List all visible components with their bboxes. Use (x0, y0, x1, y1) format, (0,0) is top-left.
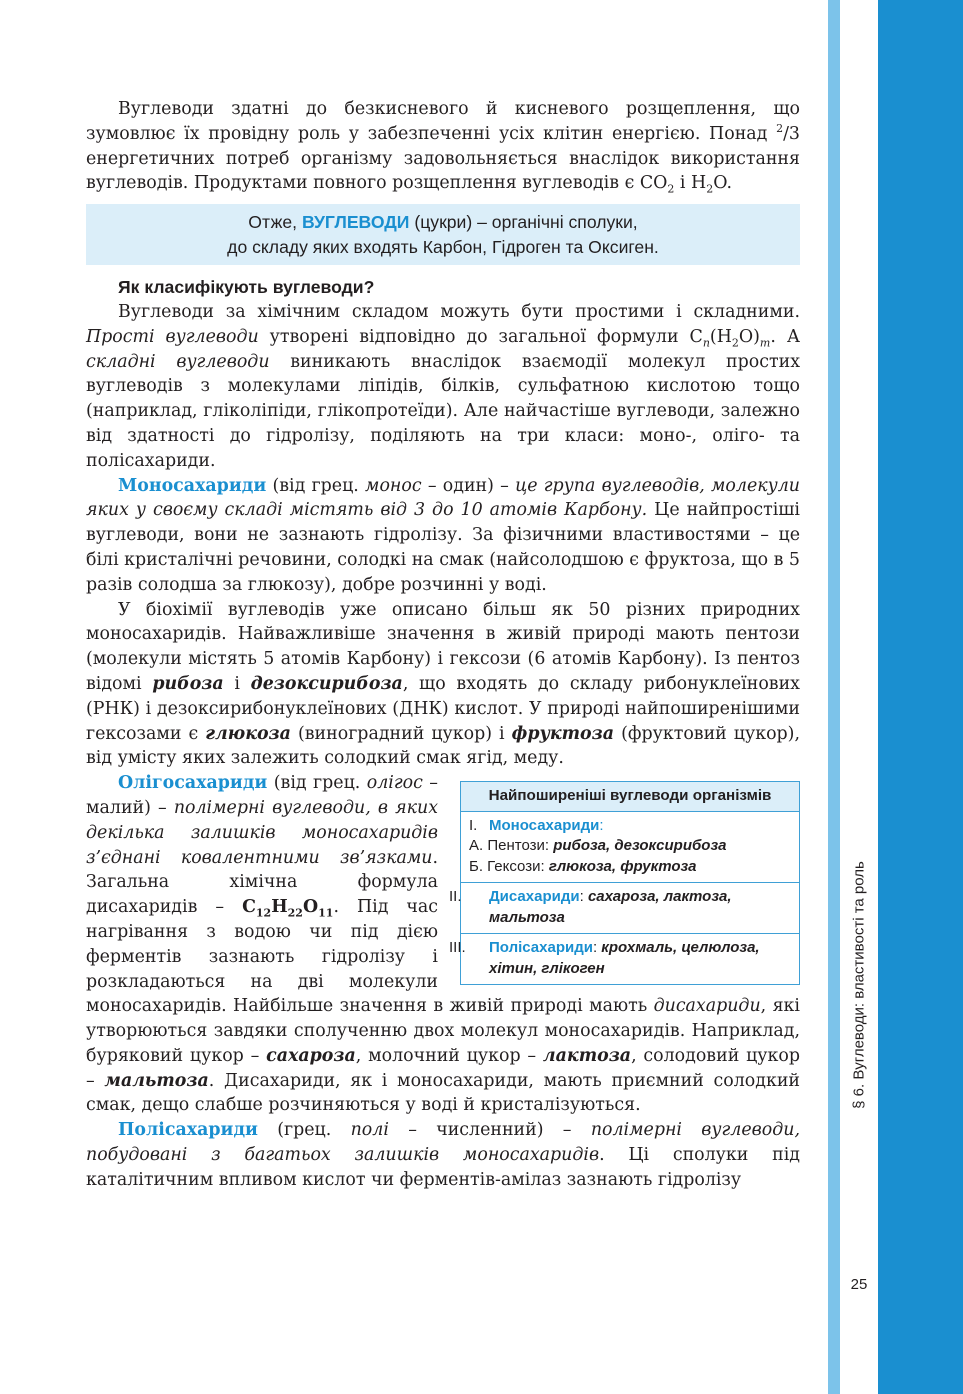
term-monosaccharides: Моносахариди (118, 475, 267, 496)
margin-stripe-white (840, 0, 878, 1394)
table-title: Найпоширеніші вуглеводи організмів (461, 782, 799, 812)
term-oligosaccharides: Олігосахариди (118, 773, 268, 794)
definition-box: Отже, ВУГЛЕВОДИ (цукри) – органічні сполуки, до складу яких входять Карбон, Гідроген та Оксиген. (86, 204, 800, 265)
margin-stripe-dark (878, 0, 963, 1394)
paragraph-monosaccharides: Моносахариди (від грец. монос – один) – це група вуглеводів, молекули яких у своєму складі містять від 3 до 10 атомів Карбону. Це найпростіші вуглеводи, вони не зазнають гідролізу. За фізичними властивостями – це білі кристалічні речовини, солодкі на смак (найсолодшою є фруктоза, що в 5 разів солодша за глюкозу), добре розчинні у воді. (86, 475, 800, 595)
table-row-disaccharides: II. Дисахариди: сахароза, лактоза, мальтоза (461, 883, 799, 934)
table-row-monosaccharides: I. Моносахариди: А. Пентози: рибоза, дезоксирибоза Б. Гексози: глюкоза, фруктоза (461, 812, 799, 884)
section-heading: Як класифікують вуглеводи? (118, 277, 375, 298)
definition-keyword: ВУГЛЕВОДИ (301, 212, 410, 233)
carbohydrates-table (449, 781, 800, 985)
paragraph-oligosaccharides: Олігосахариди (від грец. олігос – малий) – полімерні вуглеводи, в яких декілька залишків моносахаридів з’єднані ковалентними зв’язками. Загальна хімічна формула дисахаридів – $C_{12}H_{22}O_{11}$. Під час нагрівання з водою чи під дією ферментів зазнають гідролізу і розкладаються на дві молекули моносахаридів. Найбільше значення в живій природі мають дисахариди, які утворюються завдяки сполученню двох молекул моносахаридів. Наприклад, буряковий цукор – сахароза, молочний цукор – лактоза, солодовий цукор – мальтоза. Дисахариди, як і моносахариди, мають приємний солодкий смак, дещо слабше розчиняються у воді й кристалізуються. (86, 773, 801, 1116)
paragraph-pentoses-hexoses: У біохімії вуглеводів уже описано більш як 50 різних природних моносахаридів. Найважливіше значення в живій природі мають пентози (молекули містять 5 атомів Карбону) і гексози (6 атомів Карбону). Із пентоз відомі рибоза і дезоксирибоза, що входять до складу рибонуклеїнових (РНК) і дезоксирибонуклеїнових (ДНК) кислот. У природі найпоширенішими гексозами є глюкоза (виноградний цукор) і фруктоза (фруктовий цукор), від умісту яких залежить солодкий смак ягід, меду. (86, 599, 800, 769)
paragraph-energy: Вуглеводи здатні до безкисневого й кисневого розщеплення, що зумовлює їх провідну роль у забезпеченні усіх клітин енергією. Понад $^2$/3 енергетичних потреб організму задовольняється внаслідок використання вуглеводів. Продуктами повного розщеплення вуглеводів є $CO_2$ і $H_2O$. (86, 99, 800, 196)
table-row-polysaccharides: III. Полісахариди: крохмаль, целюлоза, хітин, глікоген (449, 939, 760, 977)
margin-stripe-light (828, 0, 840, 1394)
page-number: 25 (850, 1276, 868, 1293)
page-body (86, 97, 800, 1193)
paragraph-polysaccharides: Полісахариди (грец. полі – численний) – полімерні вуглеводи, побудовані з багатьох залишків моносахаридів. Ці сполуки під каталітичним впливом кислот чи ферментів-амілаз зазнають гідролізу (86, 1120, 800, 1190)
paragraph-classification: Вуглеводи за хімічним складом можуть бути простими і складними. Прості вуглеводи утворені відповідно до загальної формули $C_n(H_2O)_m$. А складні вуглеводи виникають внаслідок взаємодії молекул простих вуглеводів з молекулами ліпідів, білків, сульфатною кислотою тощо (наприклад, гліколіпіди, глікопротеїди). Але найчастіше вуглеводи, залежно від здатності до гідролізу, поділяють на три класи: моно-, оліго- та полісахариди. (86, 301, 800, 471)
term-polysaccharides: Полісахариди (118, 1120, 258, 1141)
